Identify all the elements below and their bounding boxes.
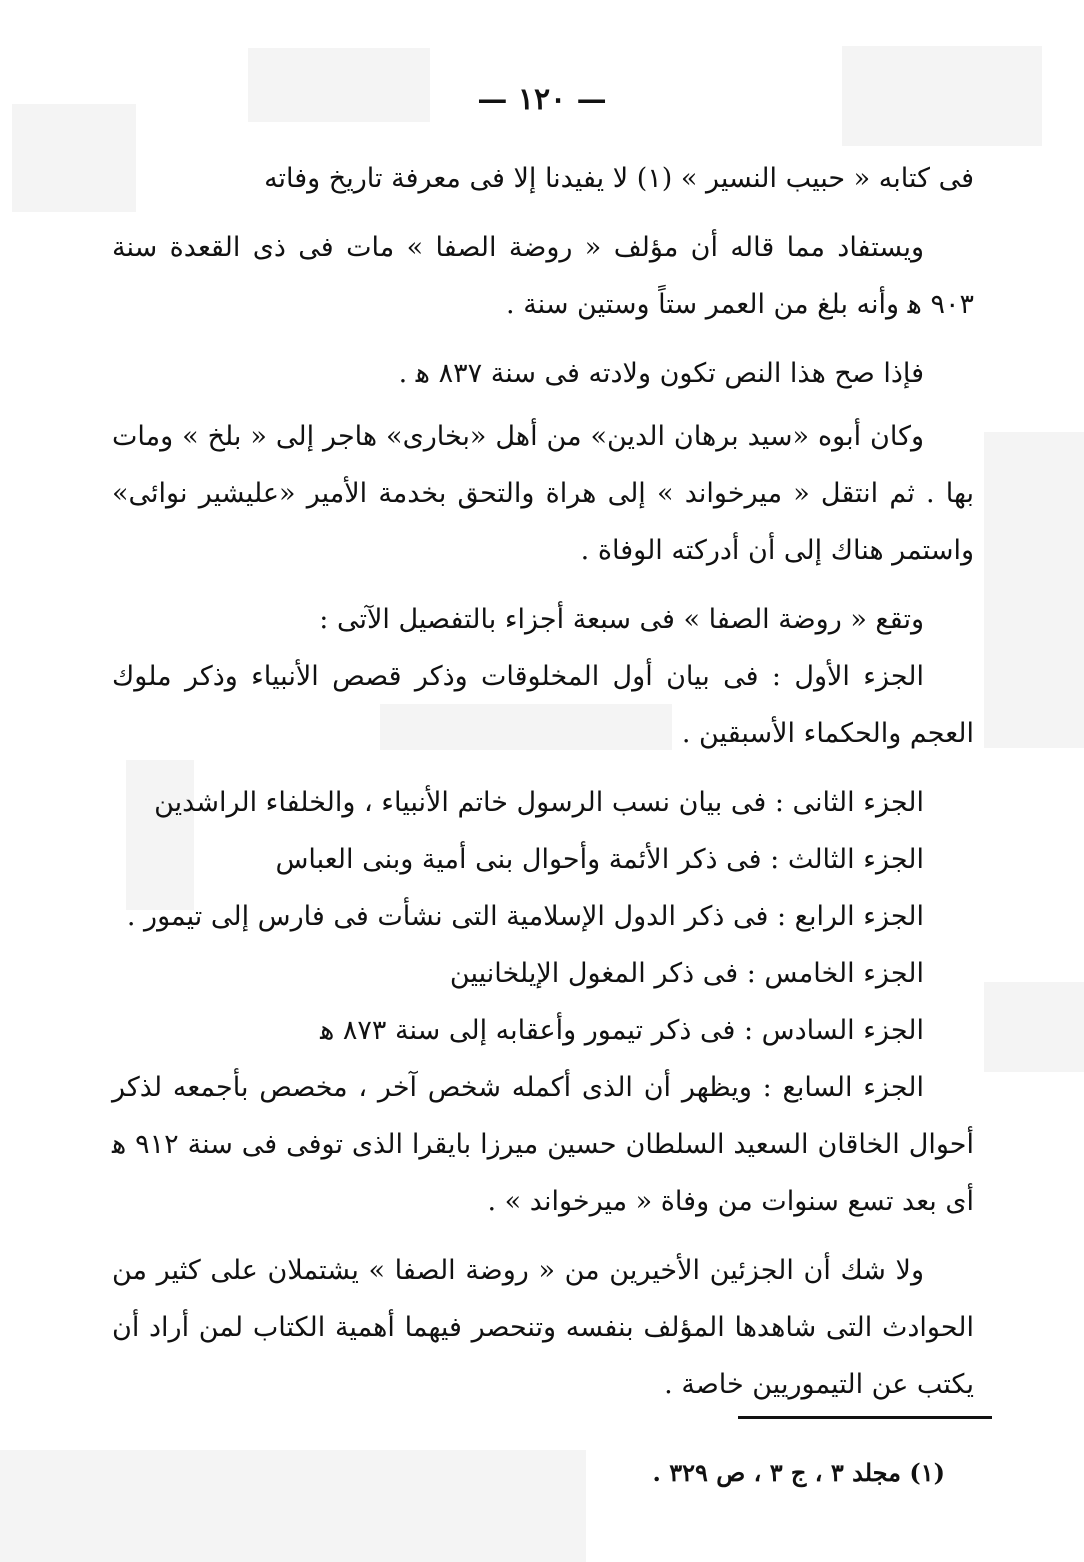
page-number: — ١٢٠ —: [477, 82, 607, 117]
part-item: الجزء الرابع : فى ذكر الدول الإسلامية التى نشأت فى فارس إلى تيمور .: [126, 901, 924, 932]
part-item: الجزء السادس : فى ذكر تيمور وأعقابه إلى سنة ٨٧٣ ﻫ: [320, 1015, 924, 1046]
scan-smudge: [984, 432, 1084, 748]
paragraph: وكان أبوه «سيد برهان الدين» من أهل «بخارى» هاجر إلى « بلخ » ومات بها . ثم انتقل « ميرخواند » إلى هراة والتحق بخدمة الأمير «عليشير نوائى» واستمر هناك إلى أن أدركته الوفاة .: [112, 421, 974, 566]
footnote-divider: [738, 1416, 992, 1419]
part-item: الجزء الخامس : فى ذكر المغول الإيلخانيين: [449, 958, 924, 989]
paragraph: فإذا صح هذا النص تكون ولادته فى سنة ٨٣٧ ﻫ .: [398, 358, 924, 389]
part-item-seventh: الجزء السابع : ويظهر أن الذى أكمله شخص آخر ، مخصص بأجمعه لذكر أحوال الخاقان السعيد السلطان حسين ميرزا بايقرا الذى توفى فى سنة ٩١٢ ﻫ أى بعد تسع سنوات من وفاة « ميرخواند » .: [112, 1072, 974, 1217]
main-text: [112, 150, 974, 1413]
part-item: الجزء الثانى : فى بيان نسب الرسول خاتم الأنبياء ، والخلفاء الراشدين: [154, 787, 924, 818]
paragraph: فى كتابه « حبيب النسير » (١) لا يفيدنا إلا فى معرفة تاريخ وفاته: [264, 163, 974, 194]
footnote: (١) مجلد ٣ ، ج ٣ ، ص ٣٢٩ .: [652, 1458, 945, 1487]
part-item: الجزء الثالث : فى ذكر الأئمة وأحوال بنى أمية وبنى العباس: [275, 844, 924, 875]
paragraph-closing: ولا شك أن الجزئين الأخيرين من « روضة الصفا » يشتملان على كثير من الحوادث التى شاهدها المؤلف بنفسه وتنحصر فيهما أهمية الكتاب لمن أراد أن يكتب عن التيموريين خاصة .: [112, 1255, 974, 1400]
paragraph: ويستفاد مما قاله أن مؤلف « روضة الصفا » مات فى ذى القعدة سنة ٩٠٣ ﻫ وأنه بلغ من العمر ستاً وستين سنة .: [112, 232, 974, 320]
paragraph: وتقع « روضة الصفا » فى سبعة أجزاء بالتفصيل الآتى :: [319, 604, 924, 635]
scan-smudge: [984, 982, 1084, 1072]
paragraph: الجزء الأول : فى بيان أول المخلوقات وذكر قصص الأنبياء وذكر ملوك العجم والحكماء الأسبقين .: [112, 661, 974, 749]
